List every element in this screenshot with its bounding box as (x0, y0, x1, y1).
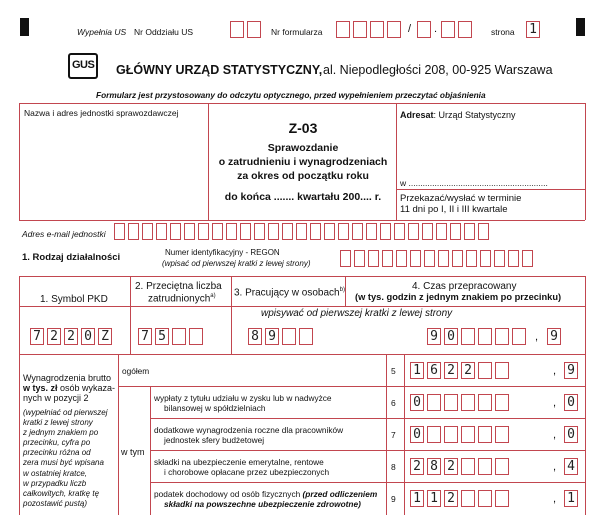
form-no-cells-3[interactable] (441, 21, 472, 38)
input-cell[interactable] (444, 394, 458, 411)
input-cell[interactable]: 9 (427, 328, 441, 345)
input-cell[interactable]: 0 (564, 394, 578, 411)
input-cell[interactable] (387, 21, 401, 38)
form-no-cells[interactable] (336, 21, 401, 38)
office-address: al. Niepodległości 208, 00-925 Warszawa (323, 63, 553, 77)
fill-us-label: Wypełnia US (77, 27, 127, 37)
input-cell[interactable] (340, 250, 351, 267)
wages-label-2-bold: w tys. zł (23, 383, 58, 393)
input-cell[interactable] (410, 250, 421, 267)
input-cell[interactable] (478, 223, 489, 240)
input-cell[interactable] (142, 223, 153, 240)
registration-mark-left (20, 18, 29, 36)
wages-note-line: pozostawić pustą) (23, 498, 88, 508)
wage-row-cells[interactable] (410, 394, 509, 411)
input-cell[interactable] (170, 223, 181, 240)
input-cell[interactable] (382, 250, 393, 267)
input-cell[interactable]: 7 (30, 328, 44, 345)
wage-row-label (154, 393, 332, 403)
input-cell[interactable]: 2 (47, 328, 61, 345)
input-cell[interactable] (310, 223, 321, 240)
input-cell[interactable] (495, 362, 509, 379)
title-line-4: do końca ....... kwartału 200.... r. (224, 191, 382, 203)
page-cells (526, 21, 540, 38)
input-cell[interactable] (441, 21, 455, 38)
gus-logo-text: GUS (72, 59, 95, 71)
input-cell[interactable] (424, 250, 435, 267)
input-cell[interactable] (299, 328, 313, 345)
hours-decimal-cell[interactable] (547, 328, 561, 345)
wage-row-label-text: podatek dochodowy od osób fizycznych (154, 489, 301, 499)
input-cell[interactable]: 2 (64, 328, 78, 345)
avg-employed-cells[interactable] (138, 328, 203, 345)
form-no-slash: / (408, 23, 412, 35)
title-line-2: o zatrudnieniu i wynagrodzeniach (218, 156, 388, 168)
input-cell[interactable] (478, 394, 492, 411)
input-cell[interactable] (212, 223, 223, 240)
col-avg-sup: a) (210, 293, 216, 299)
form-code: Z-03 (288, 120, 318, 136)
regon-label-1: Numer identyfikacyjny - REGON (165, 248, 280, 257)
form-no-dot: . (434, 23, 438, 35)
office-name: GŁÓWNY URZĄD STATYSTYCZNY, (116, 63, 323, 77)
wage-row-cells[interactable] (410, 362, 509, 379)
wage-row-number: 9 (391, 494, 396, 504)
input-cell[interactable] (324, 223, 335, 240)
wage-row-label (154, 457, 324, 467)
unit-name-label: Nazwa i adres jednostki sprawozdawczej (24, 108, 179, 118)
input-cell[interactable] (522, 250, 533, 267)
col-pkd-label: 1. Symbol PKD (40, 294, 108, 305)
input-cell[interactable] (370, 21, 384, 38)
wages-note-line: zera musi być wpisana (23, 458, 104, 468)
input-cell[interactable] (461, 426, 475, 443)
input-cell[interactable]: 0 (410, 426, 424, 443)
wage-row-cells[interactable] (410, 426, 509, 443)
input-cell[interactable]: 0 (444, 328, 458, 345)
input-cell[interactable]: 4 (564, 458, 578, 475)
branch-no-label: Nr Oddziału US (134, 27, 194, 37)
input-cell[interactable] (396, 250, 407, 267)
wages-label-4: nych w pozycji 2 (23, 393, 89, 403)
input-cell[interactable] (422, 223, 433, 240)
input-cell[interactable]: 2 (444, 458, 458, 475)
wage-row-label-text: składki na ubezpieczenie emerytalne, rentowe (154, 457, 324, 467)
wage-row-label-text: ogółem (122, 366, 150, 376)
input-cell[interactable] (184, 223, 195, 240)
wages-note-line: (wypełniać od pierwszej (23, 408, 108, 417)
input-cell[interactable] (478, 490, 492, 507)
input-cell[interactable] (247, 21, 261, 38)
input-cell[interactable] (198, 223, 209, 240)
form-note: Formularz jest przystosowany do odczytu optycznego, przed wypełnieniem przeczytać objaśnienia (96, 90, 486, 100)
input-cell[interactable] (495, 328, 509, 345)
input-cell[interactable] (480, 250, 491, 267)
input-cell[interactable] (338, 223, 349, 240)
wages-label-1: Wynagrodzenia brutto (23, 373, 111, 383)
input-cell[interactable]: 1 (564, 490, 578, 507)
wage-row-label-2: i chorobowe opłacane przez ubezpieczonych (164, 467, 330, 477)
col-avg-label-b-text: zatrudnionych (148, 293, 211, 305)
input-cell[interactable]: Z (98, 328, 112, 345)
addressee-value: : Urząd Statystyczny (433, 110, 516, 120)
wage-row-cells[interactable] (410, 490, 509, 507)
input-cell[interactable]: 8 (248, 328, 262, 345)
input-cell[interactable]: 0 (410, 394, 424, 411)
input-cell[interactable] (254, 223, 265, 240)
input-cell[interactable] (478, 328, 492, 345)
wages-note-line: kratki z lewej strony (23, 418, 93, 428)
wage-row-label-text: wypłaty z tytułu udziału w zysku lub w nadwyżce (154, 393, 332, 403)
page-number: 1 (526, 21, 540, 38)
input-cell[interactable]: 8 (427, 458, 441, 475)
input-cell[interactable] (226, 223, 237, 240)
wage-row-cells[interactable] (410, 458, 509, 475)
input-cell[interactable] (368, 250, 379, 267)
form-no-cells-2[interactable] (417, 21, 431, 38)
working-cells[interactable] (248, 328, 313, 345)
wage-row-comma: , (553, 461, 557, 473)
wage-row-decimal[interactable] (564, 426, 578, 443)
input-cell[interactable] (336, 21, 350, 38)
input-cell[interactable] (380, 223, 391, 240)
input-cell[interactable]: 6 (427, 362, 441, 379)
input-cell[interactable] (394, 223, 405, 240)
input-cell[interactable] (464, 223, 475, 240)
wage-row-label-2: jednostek sfery budżetowej (164, 435, 265, 445)
input-cell[interactable] (436, 223, 447, 240)
wage-row-comma: , (553, 493, 557, 505)
input-cell[interactable] (427, 426, 441, 443)
input-cell[interactable]: 2 (410, 458, 424, 475)
branch-no-cells[interactable] (230, 21, 261, 38)
input-cell[interactable] (495, 426, 509, 443)
input-cell[interactable] (478, 362, 492, 379)
wage-row-number: 7 (391, 430, 396, 440)
wages-label-2 (23, 383, 115, 393)
input-cell[interactable] (512, 328, 526, 345)
input-cell[interactable] (417, 21, 431, 38)
input-cell[interactable] (282, 328, 296, 345)
input-cell[interactable] (461, 458, 475, 475)
deadline-line-2: 11 dni po I, II i III kwartale (400, 204, 508, 215)
col-working-label (234, 287, 345, 298)
col-avg-label-b (148, 293, 216, 304)
wage-row-decimal[interactable] (564, 458, 578, 475)
wages-note-line: w ostatniej kratce, (23, 468, 88, 478)
wage-row-label-2: bilansowej w spółdzielniach (164, 403, 266, 413)
wages-note (23, 408, 107, 509)
input-cell[interactable]: 9 (564, 362, 578, 379)
wage-row-comma: , (553, 365, 557, 377)
input-cell[interactable] (461, 328, 475, 345)
input-cell[interactable] (461, 490, 475, 507)
col-avg-label-a: 2. Przeciętna liczba (135, 281, 222, 292)
wage-row-number: 8 (391, 462, 396, 472)
input-cell[interactable] (494, 250, 505, 267)
wage-row-label (154, 425, 343, 435)
input-cell[interactable]: 0 (81, 328, 95, 345)
input-cell[interactable] (268, 223, 279, 240)
input-cell[interactable] (495, 394, 509, 411)
pkd-cells[interactable] (30, 328, 112, 345)
deadline-line-1: Przekazać/wysłać w terminie (400, 193, 522, 204)
input-cell[interactable]: 1 (410, 362, 424, 379)
wages-note-line: całkowitych, kratkę tę (23, 488, 100, 498)
input-cell[interactable]: 9 (265, 328, 279, 345)
wage-row-comma: , (553, 397, 557, 409)
activity-label: 1. Rodzaj działalności (22, 252, 121, 263)
wages-note-line: w przypadku liczb (23, 478, 87, 488)
wages-note-line: z jednym znakiem po (23, 428, 99, 438)
wage-row-decimal[interactable] (564, 394, 578, 411)
wage-row-label-bold: (przed odliczeniem (300, 489, 378, 499)
wages-note-line: przecinku, cyfra po (23, 438, 91, 448)
input-cell[interactable] (172, 328, 186, 345)
wage-row-label (154, 489, 377, 499)
input-cell[interactable]: 2 (461, 362, 475, 379)
input-cell[interactable] (366, 223, 377, 240)
input-cell[interactable] (461, 394, 475, 411)
wage-row-comma: , (553, 429, 557, 441)
input-cell[interactable] (282, 223, 293, 240)
addressee-in: w ........................................................... (400, 178, 548, 188)
email-label: Adres e-mail jednostki (22, 229, 106, 239)
input-cell[interactable] (156, 223, 167, 240)
input-cell[interactable]: 7 (138, 328, 152, 345)
gus-logo (68, 53, 98, 79)
hours-comma: , (535, 331, 539, 343)
regon-label-2: (wpisać od pierwszej kratki z lewej strony) (162, 259, 311, 268)
regon-label (165, 248, 280, 257)
email-cells[interactable] (114, 223, 489, 240)
input-cell[interactable]: 9 (547, 328, 561, 345)
input-cell[interactable] (478, 426, 492, 443)
wage-row-label (122, 366, 149, 376)
input-cell[interactable] (240, 223, 251, 240)
input-cell[interactable] (438, 250, 449, 267)
registration-mark-right (576, 18, 585, 36)
input-cell[interactable] (353, 21, 367, 38)
input-cell[interactable] (495, 490, 509, 507)
input-cell[interactable] (452, 250, 463, 267)
input-cell[interactable] (230, 21, 244, 38)
input-cell[interactable] (458, 21, 472, 38)
form-title-block (210, 120, 396, 203)
wage-row-label-text: dodatkowe wynagrodzenia roczne dla pracowników (154, 425, 344, 435)
input-cell[interactable] (495, 458, 509, 475)
addressee-label: Adresat (400, 110, 434, 120)
wages-note-line: przecinku różna od (23, 448, 91, 458)
input-cell[interactable] (508, 250, 519, 267)
input-cell[interactable] (408, 223, 419, 240)
regon-cells[interactable] (340, 250, 533, 267)
input-cell[interactable]: 1 (410, 490, 424, 507)
form-no-label: Nr formularza (271, 27, 323, 37)
wage-row-decimal[interactable] (564, 490, 578, 507)
input-cell[interactable] (478, 458, 492, 475)
input-cell[interactable] (444, 426, 458, 443)
input-cell[interactable] (114, 223, 125, 240)
title-line-3: za okres od początku roku (237, 170, 369, 182)
input-cell[interactable] (352, 223, 363, 240)
input-cell[interactable] (296, 223, 307, 240)
hours-cells[interactable] (427, 328, 526, 345)
input-cell[interactable]: 5 (155, 328, 169, 345)
col-working-text: 3. Pracujący w osobach (234, 287, 340, 299)
input-cell[interactable] (466, 250, 477, 267)
title-line-1: Sprawozdanie (267, 142, 339, 154)
input-cell[interactable] (427, 394, 441, 411)
input-cell[interactable] (128, 223, 139, 240)
input-cell[interactable]: 1 (427, 490, 441, 507)
wage-row-decimal[interactable] (564, 362, 578, 379)
input-cell[interactable]: 0 (564, 426, 578, 443)
wage-row-number: 5 (391, 366, 396, 376)
input-cell[interactable] (354, 250, 365, 267)
input-cell[interactable]: 2 (444, 490, 458, 507)
wage-row-number: 6 (391, 398, 396, 408)
col-working-sup: b) (339, 287, 345, 293)
input-cell[interactable] (450, 223, 461, 240)
wages-label-3: osób wykaza- (60, 383, 116, 393)
page-label: strona (491, 27, 515, 37)
col-hours-label-a: 4. Czas przepracowany (412, 281, 517, 292)
input-cell[interactable] (189, 328, 203, 345)
input-cell[interactable]: 2 (444, 362, 458, 379)
col-hours-label-b: (w tys. godzin z jednym znakiem po przecinku) (355, 292, 562, 302)
wage-row-label-2: składki na powszechne ubezpieczenie zdrowotne) (164, 499, 361, 509)
addressee (400, 110, 516, 120)
in-which-label: w tym (121, 447, 145, 457)
fill-note: wpisywać od pierwszej kratki z lewej strony (261, 308, 453, 319)
